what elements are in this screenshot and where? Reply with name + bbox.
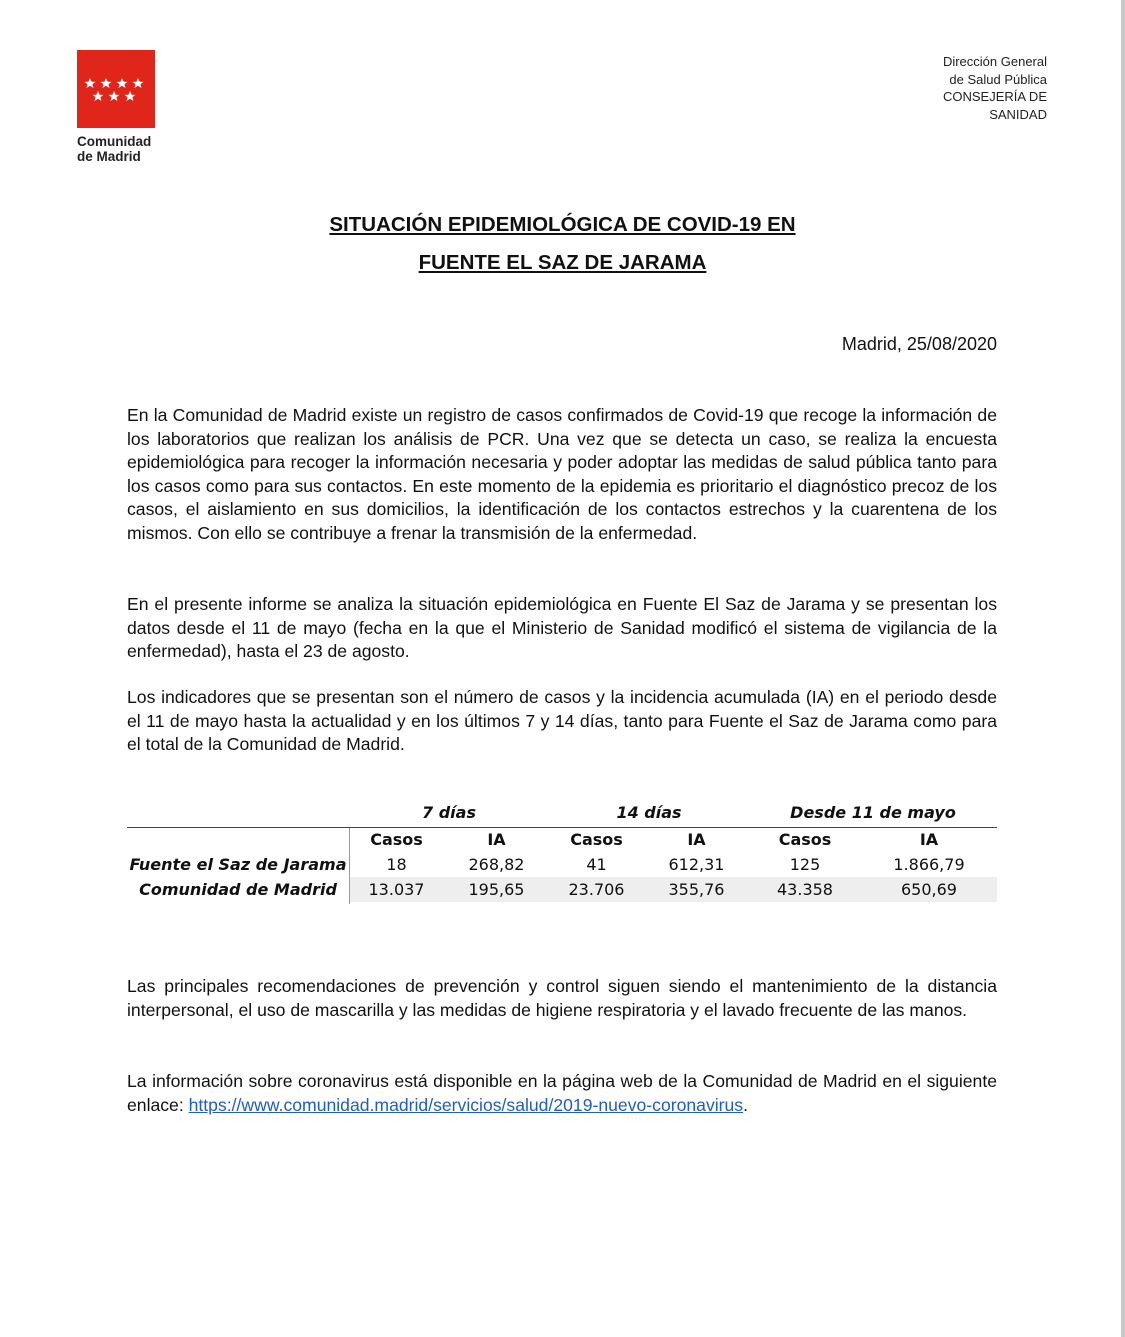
- document-title-line1: SITUACIÓN EPIDEMIOLÓGICA DE COVID-19 EN: [329, 213, 796, 236]
- table-cell: 355,76: [668, 880, 725, 899]
- paragraph-indicators: Los indicadores que se presentan son el número de casos y la incidencia acumulada (IA) en el periodo desde el 11 de mayo hasta la actualidad y en los últimos 7 y 14 días, tanto para Fuente el Saz de Jarama como para el total de la Comunidad de Madrid.: [127, 687, 997, 754]
- table-cell: 23.706: [568, 880, 625, 899]
- logo-text-line2: de Madrid: [77, 149, 141, 164]
- group-14-dias: 14 días: [616, 803, 682, 822]
- subheader-casos: Casos: [570, 830, 623, 849]
- paragraph-scope: En el presente informe se analiza la situación epidemiológica en Fuente El Saz de Jarama y se presentan los datos desde el 11 de mayo (fecha en la que el Ministerio de Sanidad modificó el sistema de vigilancia de la enfermedad), hasta el 23 de agosto.: [127, 594, 997, 661]
- table-cell: 268,82: [468, 855, 525, 874]
- table-cell: 125: [789, 855, 821, 874]
- table-cell: 18: [386, 855, 407, 874]
- dept-line: Dirección General: [942, 54, 1047, 69]
- logo-text: [77, 134, 157, 164]
- subheader-casos: Casos: [778, 830, 832, 849]
- info-text: La información sobre coronavirus está disponible en la página web de la Comunidad de Madrid en el siguiente enlace:: [127, 1071, 997, 1115]
- department-info: [943, 53, 1047, 123]
- logo-red-square: [77, 50, 155, 128]
- table-row: [127, 877, 997, 902]
- table-cell: 650,69: [901, 880, 957, 899]
- dept-line: SANIDAD: [989, 106, 1047, 122]
- stars-icon: [77, 50, 155, 128]
- group-desde-11-mayo: Desde 11 de mayo: [790, 803, 956, 822]
- paragraph-recommendations: Las principales recomendaciones de prevención y control siguen siendo el mantenimiento de la distancia interpersonal, el uso de mascarilla y las medidas de higiene respiratoria y el lavado frecuente de las manos.: [127, 976, 997, 1020]
- table-cell: 13.037: [368, 880, 425, 899]
- document-date: Madrid, 25/08/2020: [841, 334, 997, 354]
- row-label: Comunidad de Madrid: [139, 880, 337, 899]
- subheader-ia: IA: [687, 830, 706, 849]
- dept-line: de Salud Pública: [949, 71, 1047, 87]
- group-7-dias: 7 días: [422, 803, 476, 822]
- info-end: .: [743, 1094, 748, 1115]
- table-group-header: [127, 803, 997, 827]
- table-cell: 41: [586, 855, 607, 874]
- subheader-ia: IA: [487, 830, 506, 849]
- table-row: [127, 852, 997, 877]
- table-cell: 612,31: [668, 855, 725, 874]
- page-edge-shadow: [1121, 0, 1125, 1337]
- table-cell: 1.866,79: [893, 855, 965, 874]
- comunidad-madrid-logo: [77, 50, 157, 164]
- document-title-line2: FUENTE EL SAZ DE JARAMA: [418, 251, 707, 274]
- indicators-table: [127, 803, 997, 902]
- paragraph-intro: En la Comunidad de Madrid existe un registro de casos confirmados de Covid-19 que recoge la información de los laboratorios que realizan los análisis de PCR. Una vez que se detecta un caso, se realiza la encuesta epidemiológica para recoger la información necesaria y poder adoptar las medidas de salud pública tanto para los casos como para sus contactos. En este momento de la epidemia es prioritario el diagnóstico precoz de los casos, el aislamiento en sus domicilios, la identificación de los contactos estrechos y la cuarentena de los mismos. Con ello se contribuye a frenar la transmisión de la enfermedad.: [127, 405, 997, 543]
- subheader-ia: IA: [919, 830, 939, 849]
- table-cell: 195,65: [468, 880, 525, 899]
- table-subheader: [127, 827, 997, 852]
- dept-line: CONSEJERÍA DE: [942, 89, 1047, 104]
- subheader-casos: Casos: [370, 830, 423, 849]
- logo-text-line1: Comunidad: [77, 134, 152, 149]
- table-cell: 43.358: [777, 880, 833, 899]
- row-label: Fuente el Saz de Jarama: [129, 855, 347, 874]
- paragraph-info-link: [127, 1070, 997, 1117]
- coronavirus-info-link[interactable]: https://www.comunidad.madrid/servicios/salud/2019-nuevo-coronavirus: [188, 1094, 744, 1115]
